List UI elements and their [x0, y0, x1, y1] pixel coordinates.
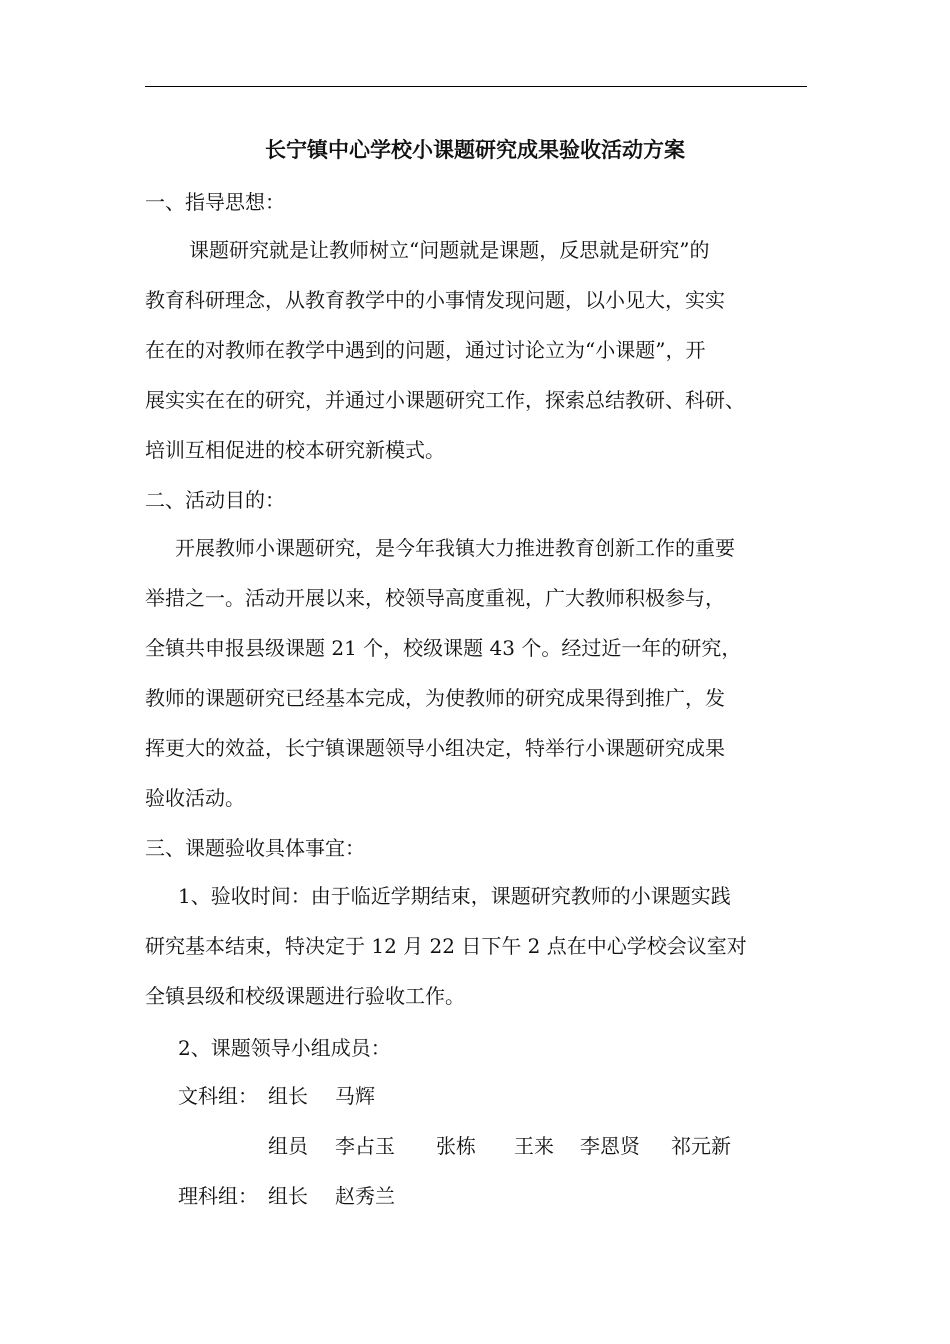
wenke-member-name: 王来 — [514, 1134, 554, 1158]
section2-paragraph-line: 教师的课题研究已经基本完成，为使教师的研究成果得到推广，发 — [145, 686, 725, 710]
section2-paragraph-line: 开展教师小课题研究，是今年我镇大力推进教育创新工作的重要 — [175, 536, 735, 560]
wenke-member-role: 组员 — [268, 1134, 308, 1158]
like-leader-role: 组长 — [268, 1184, 308, 1208]
wenke-member-name: 李占玉 — [335, 1134, 395, 1158]
wenke-leader-role: 组长 — [268, 1084, 308, 1108]
section2-paragraph-line: 挥更大的效益，长宁镇课题领导小组决定，特举行小课题研究成果 — [145, 736, 725, 760]
wenke-leader-name: 马辉 — [335, 1084, 375, 1108]
section3-item1-line: 研究基本结束，特决定于 12 月 22 日下午 2 点在中心学校会议室对 — [145, 934, 747, 958]
wenke-member-name: 张栋 — [436, 1134, 476, 1158]
section1-paragraph-line: 展实实在在的研究，并通过小课题研究工作，探索总结教研、科研、 — [145, 388, 745, 412]
wenke-group-label: 文科组： — [178, 1084, 258, 1108]
section1-paragraph-line: 在在的对教师在教学中遇到的问题，通过讨论立为“小课题”，开 — [145, 338, 706, 362]
like-leader-name: 赵秀兰 — [335, 1184, 395, 1208]
section3-item1-line: 全镇县级和校级课题进行验收工作。 — [145, 984, 465, 1008]
wenke-members-row — [0, 1132, 950, 1160]
section1-paragraph-line: 教育科研理念，从教育教学中的小事情发现问题，以小见大，实实 — [145, 288, 725, 312]
section2-paragraph-line: 验收活动。 — [145, 786, 245, 810]
section3-heading: 三、课题验收具体事宜： — [145, 836, 365, 860]
section2-heading: 二、活动目的： — [145, 488, 285, 512]
like-group-label: 理科组： — [178, 1184, 258, 1208]
wenke-member-name: 祁元新 — [671, 1134, 731, 1158]
section2-paragraph-line: 全镇共申报县级课题 21 个，校级课题 43 个。经过近一年的研究， — [145, 636, 742, 660]
section1-heading: 一、指导思想： — [145, 190, 285, 214]
section1-paragraph-line: 培训互相促进的校本研究新模式。 — [145, 438, 445, 462]
section1-paragraph-line: 课题研究就是让教师树立“问题就是课题，反思就是研究”的 — [189, 238, 710, 262]
section3-item1-line: 1、验收时间：由于临近学期结束，课题研究教师的小课题实践 — [178, 884, 731, 908]
like-leader-row — [0, 1182, 950, 1210]
section2-paragraph-line: 举措之一。活动开展以来，校领导高度重视，广大教师积极参与， — [145, 586, 725, 610]
wenke-leader-row — [0, 1082, 950, 1110]
header-rule — [145, 86, 807, 87]
wenke-member-name: 李恩贤 — [580, 1134, 640, 1158]
section3-item2-heading: 2、课题领导小组成员： — [178, 1036, 391, 1060]
document-title: 长宁镇中心学校小课题研究成果验收活动方案 — [265, 137, 685, 162]
